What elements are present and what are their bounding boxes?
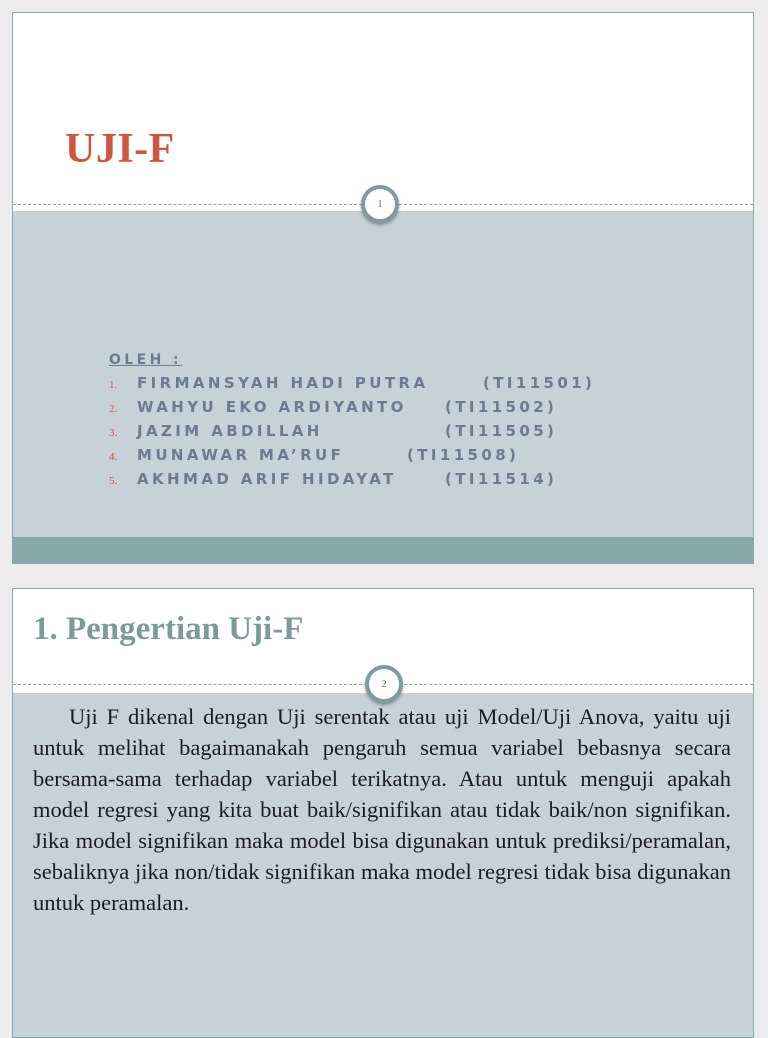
slide-number-badge: 1: [361, 185, 399, 223]
slide-title: 1. Pengertian Uji-F: [33, 611, 304, 647]
author-index: 1.: [109, 379, 118, 391]
author-student-id: (TI11514): [445, 470, 558, 488]
author-name: MUNAWAR MA’RUF: [137, 446, 345, 464]
author-name: FIRMANSYAH HADI PUTRA: [137, 374, 429, 392]
author-student-id: (TI11502): [445, 398, 558, 416]
author-index: 4.: [109, 451, 118, 463]
author-name: JAZIM ABDILLAH: [137, 422, 323, 440]
author-item: [109, 371, 596, 395]
slide-number-badge: 2: [365, 665, 403, 703]
author-name: WAHYU EKO ARDIYANTO: [137, 398, 407, 416]
footer-bar: [13, 537, 753, 564]
author-index: 2.: [109, 403, 118, 415]
slide-2: [12, 588, 754, 1038]
author-index: 5.: [109, 475, 118, 487]
author-student-id: (TI11501): [483, 374, 596, 392]
body-paragraph: Uji F dikenal dengan Uji serentak atau uji Model/Uji Anova, yaitu uji untuk melihat bagaimanakah pengaruh semua variabel bebasnya secara bersama-sama terhadap variabel terikatnya. Atau untuk menguji apakah model regresi yang kita buat baik/signifikan atau tidak baik/non signifikan. Jika model signifikan maka model bisa digunakan untuk prediksi/peramalan, sebaliknya jika non/tidak signifikan maka model regresi tidak bisa digunakan untuk peramalan.: [33, 704, 731, 915]
author-list: [109, 349, 596, 491]
author-item: [109, 395, 558, 419]
author-student-id: (TI11508): [407, 446, 520, 464]
author-item: [109, 467, 558, 491]
author-list-heading: OLEH :: [109, 352, 182, 368]
slide-title: UJI-F: [65, 126, 175, 172]
author-index: 3.: [109, 427, 118, 439]
author-student-id: (TI11505): [445, 422, 558, 440]
slide-1: [12, 12, 754, 564]
author-name: AKHMAD ARIF HIDAYAT: [137, 470, 397, 488]
author-item: [109, 419, 558, 443]
author-item: [109, 443, 520, 467]
